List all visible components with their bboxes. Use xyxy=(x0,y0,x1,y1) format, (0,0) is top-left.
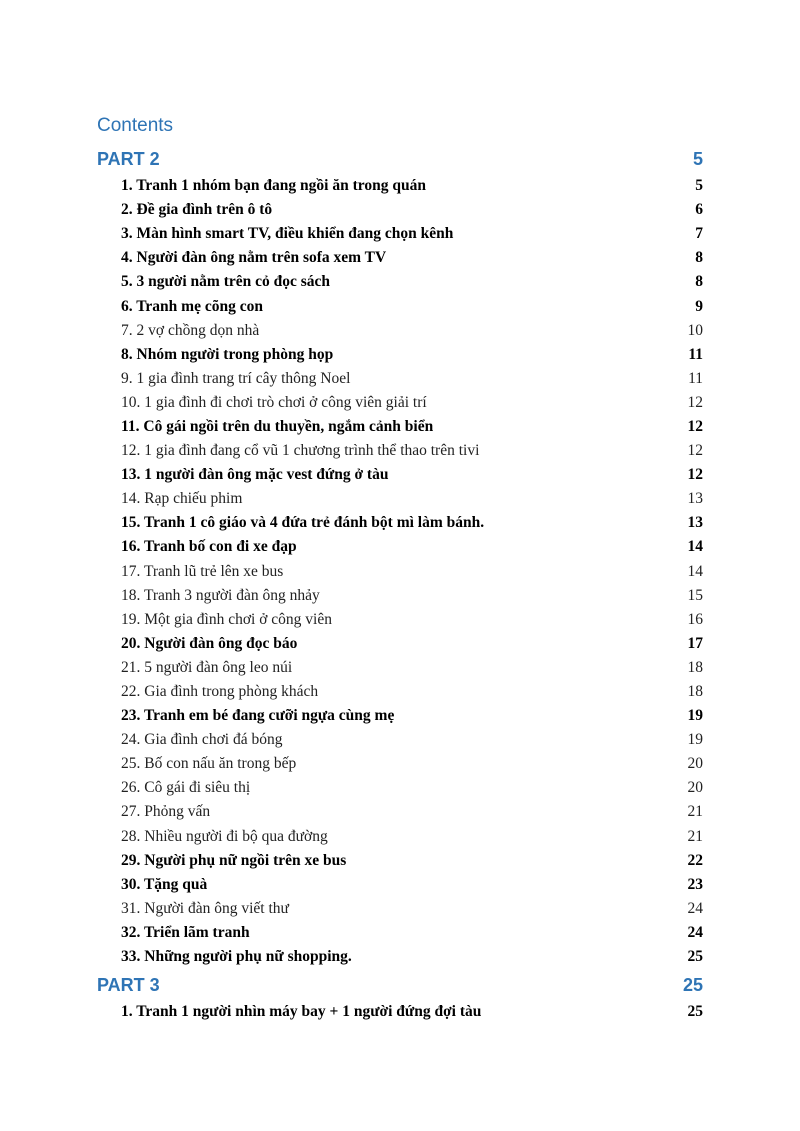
toc-entry-title: 28. Nhiều người đi bộ qua đường xyxy=(121,827,328,845)
toc-entry-page-number: 14 xyxy=(687,538,703,556)
toc-entry-page-number: 21 xyxy=(687,803,703,821)
toc-entry-page-number: 25 xyxy=(687,948,703,966)
toc-entry[interactable] xyxy=(121,656,703,680)
toc-entry[interactable] xyxy=(121,463,703,487)
toc-entry-page-number: 13 xyxy=(687,490,703,508)
toc-entry-page-number: 24 xyxy=(687,899,703,917)
toc-entry[interactable] xyxy=(121,367,703,391)
toc-entry-page-number: 11 xyxy=(688,369,703,387)
toc-entries-part-3 xyxy=(121,1000,703,1024)
toc-entry-title: 21. 5 người đàn ông leo núi xyxy=(121,658,293,676)
toc-entry[interactable] xyxy=(121,198,703,222)
part-title: PART 3 xyxy=(97,974,160,995)
toc-entry-title: 29. Người phụ nữ ngồi trên xe bus xyxy=(121,851,347,869)
toc-entry-page-number: 16 xyxy=(687,610,703,628)
toc-entry-title: 8. Nhóm người trong phòng họp xyxy=(121,345,334,363)
toc-entry-page-number: 12 xyxy=(687,393,703,411)
toc-entry-page-number: 14 xyxy=(687,562,703,580)
toc-entry-page-number: 8 xyxy=(695,273,703,291)
toc-entry-title: 11. Cô gái ngồi trên du thuyền, ngắm cảnh biển xyxy=(121,417,434,435)
toc-entries-part-2 xyxy=(121,174,703,969)
toc-entry[interactable] xyxy=(121,391,703,415)
toc-entry-page-number: 20 xyxy=(687,779,703,797)
toc-entry-title: 25. Bố con nấu ăn trong bếp xyxy=(121,755,297,773)
toc-part-3[interactable] xyxy=(97,972,703,998)
toc-entry[interactable] xyxy=(121,632,703,656)
toc-entry-title: 32. Triển lãm tranh xyxy=(121,923,250,941)
toc-entry-page-number: 8 xyxy=(695,249,703,267)
toc-entry[interactable] xyxy=(121,560,703,584)
toc-entry-title: 23. Tranh em bé đang cưỡi ngựa cùng mẹ xyxy=(121,707,395,725)
part-title: PART 2 xyxy=(97,148,160,169)
toc-entry-title: 27. Phỏng vấn xyxy=(121,803,211,821)
toc-entry-title: 4. Người đàn ông nằm trên sofa xem TV xyxy=(121,249,387,267)
toc-entry-title: 9. 1 gia đình trang trí cây thông Noel xyxy=(121,369,351,387)
toc-entry[interactable] xyxy=(121,415,703,439)
toc-entry-title: 20. Người đàn ông đọc báo xyxy=(121,634,298,652)
toc-entry-title: 7. 2 vợ chồng dọn nhà xyxy=(121,321,260,339)
toc-entry[interactable] xyxy=(121,608,703,632)
toc-entry[interactable] xyxy=(121,945,703,969)
toc-part-2[interactable] xyxy=(97,146,703,172)
toc-entry[interactable] xyxy=(121,800,703,824)
toc-entry-page-number: 21 xyxy=(687,827,703,845)
toc-entry-page-number: 11 xyxy=(688,345,703,363)
toc-entry[interactable] xyxy=(121,849,703,873)
toc-entry[interactable] xyxy=(121,704,703,728)
toc-entry-page-number: 12 xyxy=(687,442,703,460)
toc-entry[interactable] xyxy=(121,222,703,246)
toc-entry-page-number: 5 xyxy=(695,177,703,195)
toc-entry-title: 19. Một gia đình chơi ở công viên xyxy=(121,610,332,628)
toc-entry-title: 33. Những người phụ nữ shopping. xyxy=(121,948,352,966)
toc-entry-title: 15. Tranh 1 cô giáo và 4 đứa trẻ đánh bột mì làm bánh. xyxy=(121,514,485,532)
toc-entry-title: 17. Tranh lũ trẻ lên xe bus xyxy=(121,562,284,580)
toc-entry-title: 24. Gia đình chơi đá bóng xyxy=(121,731,283,749)
toc-entry-page-number: 19 xyxy=(687,731,703,749)
toc-entry-page-number: 12 xyxy=(687,417,703,435)
toc-entry-title: 1. Tranh 1 người nhìn máy bay + 1 người đứng đợi tàu xyxy=(121,1003,482,1021)
part-page-number: 25 xyxy=(682,974,703,995)
toc-entry-page-number: 9 xyxy=(695,297,703,315)
toc-entry-title: 30. Tặng quà xyxy=(121,875,208,893)
toc-entry-title: 1. Tranh 1 nhóm bạn đang ngồi ăn trong quán xyxy=(121,177,426,195)
toc-entry-page-number: 6 xyxy=(695,201,703,219)
toc-entry-title: 12. 1 gia đình đang cổ vũ 1 chương trình thể thao trên tivi xyxy=(121,442,480,460)
toc-entry-title: 18. Tranh 3 người đàn ông nhảy xyxy=(121,586,320,604)
toc-entry-title: 6. Tranh mẹ cõng con xyxy=(121,297,263,315)
toc-entry-page-number: 19 xyxy=(687,707,703,725)
toc-entry[interactable] xyxy=(121,680,703,704)
toc-entry[interactable] xyxy=(121,897,703,921)
toc-entry-title: 31. Người đàn ông viết thư xyxy=(121,899,289,917)
toc-entry[interactable] xyxy=(121,487,703,511)
toc-entry-page-number: 10 xyxy=(687,321,703,339)
toc-entry-page-number: 25 xyxy=(687,1003,703,1021)
toc-entry[interactable] xyxy=(121,1000,703,1024)
toc-entry-title: 2. Đề gia đình trên ô tô xyxy=(121,201,273,219)
toc-entry[interactable] xyxy=(121,319,703,343)
toc-entry-page-number: 22 xyxy=(687,851,703,869)
toc-entry[interactable] xyxy=(121,584,703,608)
toc-entry-page-number: 18 xyxy=(687,658,703,676)
toc-entry-title: 13. 1 người đàn ông mặc vest đứng ở tàu xyxy=(121,466,389,484)
toc-entry[interactable] xyxy=(121,921,703,945)
toc-entry-page-number: 13 xyxy=(687,514,703,532)
toc-heading: Contents xyxy=(97,115,174,136)
toc-entry-page-number: 18 xyxy=(687,683,703,701)
toc-entry-page-number: 24 xyxy=(687,923,703,941)
toc-entry[interactable] xyxy=(121,294,703,318)
toc-entry[interactable] xyxy=(121,825,703,849)
toc-entry[interactable] xyxy=(121,511,703,535)
toc-entry[interactable] xyxy=(121,246,703,270)
toc-entry-title: 26. Cô gái đi siêu thị xyxy=(121,779,251,797)
part-page-number: 5 xyxy=(692,148,703,169)
toc-entry[interactable] xyxy=(121,343,703,367)
toc-entry-title: 22. Gia đình trong phòng khách xyxy=(121,683,319,701)
toc-entry-page-number: 7 xyxy=(695,225,703,243)
toc-entry[interactable] xyxy=(121,439,703,463)
toc-entry-page-number: 15 xyxy=(687,586,703,604)
toc-entry-title: 16. Tranh bố con đi xe đạp xyxy=(121,538,297,556)
toc-entry[interactable] xyxy=(121,752,703,776)
toc-entry-title: 5. 3 người nằm trên cỏ đọc sách xyxy=(121,273,331,291)
toc-entry[interactable] xyxy=(121,174,703,198)
toc-entry-title: 14. Rạp chiếu phim xyxy=(121,490,243,508)
toc-entry[interactable] xyxy=(121,776,703,800)
toc-entry[interactable] xyxy=(121,873,703,897)
toc-entry-title: 3. Màn hình smart TV, điều khiển đang chọn kênh xyxy=(121,225,454,243)
toc-entry-page-number: 17 xyxy=(687,634,703,652)
toc-entry-page-number: 23 xyxy=(687,875,703,893)
toc-entry-title: 10. 1 gia đình đi chơi trò chơi ở công viên giải trí xyxy=(121,393,427,411)
toc-entry-page-number: 20 xyxy=(687,755,703,773)
toc-entry[interactable] xyxy=(121,535,703,559)
toc-entry[interactable] xyxy=(121,728,703,752)
toc-entry[interactable] xyxy=(121,270,703,294)
toc-entry-page-number: 12 xyxy=(687,466,703,484)
